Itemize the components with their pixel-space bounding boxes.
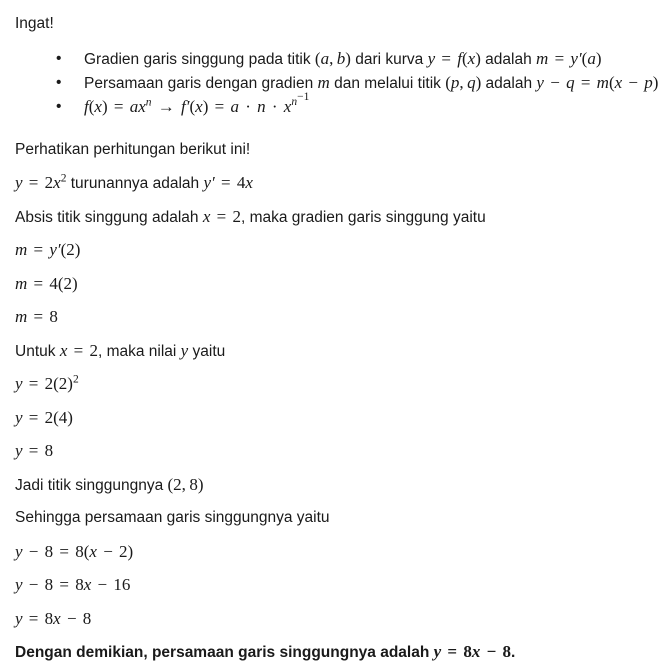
step-derivative (15, 166, 641, 200)
derivative-rhs: y′ = 4x (203, 173, 253, 192)
reminder-power-rule: $f(x) = ax^n \to f'(x) = a \cdot n \cdot x^{n-1}$ (84, 91, 310, 116)
step-y-3 (15, 434, 641, 468)
step-intro: Perhatikan perhitungan berikut ini! (15, 140, 251, 158)
page-title: Ingat! (15, 15, 54, 32)
reminder-text-1-part2: dari kurva (350, 50, 428, 68)
conclusion-statement (15, 635, 641, 669)
step-m-3 (15, 300, 641, 334)
reminder-m-symbol: m (317, 72, 330, 92)
step-line-3 (15, 602, 641, 636)
abscissa-pre-text: Absis titik singgung adalah (15, 208, 203, 226)
conclusion-post-text: . (511, 644, 516, 661)
abscissa-math: x = 2 (202, 206, 241, 226)
step-y-1 (15, 367, 641, 401)
equation-y-3: y = 8 (15, 441, 54, 460)
bullet-icon: • (56, 97, 62, 115)
equation-line-3: y = 8x − 8 (15, 608, 92, 628)
reminder-text-1-part1: Gradien garis singgung pada titik (84, 50, 315, 68)
abscissa-post-text: , maka gradien garis singgung yaitu (240, 208, 486, 226)
conclusion-pre-text: Dengan demikian, persamaan garis singgungnya adalah (15, 644, 434, 661)
y-intro-math: x = 2 (59, 340, 98, 360)
y-intro-post2-text: yaitu (188, 342, 226, 360)
reminder-line-equation: y − q = m(x − p) (536, 72, 658, 92)
reminder-point-pq: (p, q) (445, 72, 482, 92)
derivative-mid-text: turunannya adalah (66, 175, 204, 192)
list-item (14, 91, 641, 119)
solution-body (14, 133, 641, 669)
tangent-point-pre-text: Jadi titik singgungnya (15, 476, 168, 494)
equation-y-1: $y = 2(2)^2$ (15, 373, 79, 393)
y-intro-post-text: , maka nilai (97, 342, 181, 360)
y-intro-math2: y (180, 340, 189, 360)
step-m-1 (15, 233, 641, 267)
tangent-point-math: (2, 8) (167, 474, 204, 494)
reminder-text-1-part3: adalah (480, 50, 537, 68)
step-line-intro: Sehingga persamaan garis singgungnya yaitu (15, 509, 330, 526)
conclusion-math: y = 8x − 8 (433, 642, 512, 661)
step-y-2 (15, 401, 641, 435)
equation-y-2: y = 2(4) (15, 407, 73, 427)
reminder-list (14, 47, 658, 119)
equation-line-1: y − 8 = 8(x − 2) (15, 541, 134, 561)
derivative-lhs: $y = 2x^2$ (15, 172, 67, 192)
reminder-text-2-part1: Persamaan garis dengan gradien (84, 74, 318, 92)
reminder-text-2-part3: adalah (481, 74, 537, 92)
equation-m-2: m = 4(2) (15, 273, 78, 293)
bullet-icon: • (56, 49, 62, 67)
reminder-point-ab: (a, b) (314, 48, 351, 68)
equation-m-3: m = 8 (15, 307, 58, 326)
reminder-gradient: m = y′(a) (536, 48, 602, 68)
list-item (14, 47, 641, 71)
step-line-1 (15, 535, 641, 569)
step-m-2 (15, 267, 641, 301)
reminder-text-2 (84, 72, 658, 92)
step-abscissa (15, 200, 641, 234)
reminder-text-2-part2: dan melalui titik (329, 74, 446, 92)
reminder-curve: y = f(x) (427, 48, 481, 68)
step-line-2 (15, 568, 641, 602)
y-intro-pre-text: Untuk (15, 342, 60, 360)
reminder-text-1 (84, 48, 602, 68)
step-tangent-point (15, 468, 641, 502)
bullet-icon: • (56, 73, 62, 91)
step-y-intro (15, 334, 641, 368)
equation-m-1: m = y′(2) (15, 240, 81, 259)
equation-line-2: y − 8 = 8x − 16 (15, 575, 131, 594)
list-item (14, 71, 658, 95)
